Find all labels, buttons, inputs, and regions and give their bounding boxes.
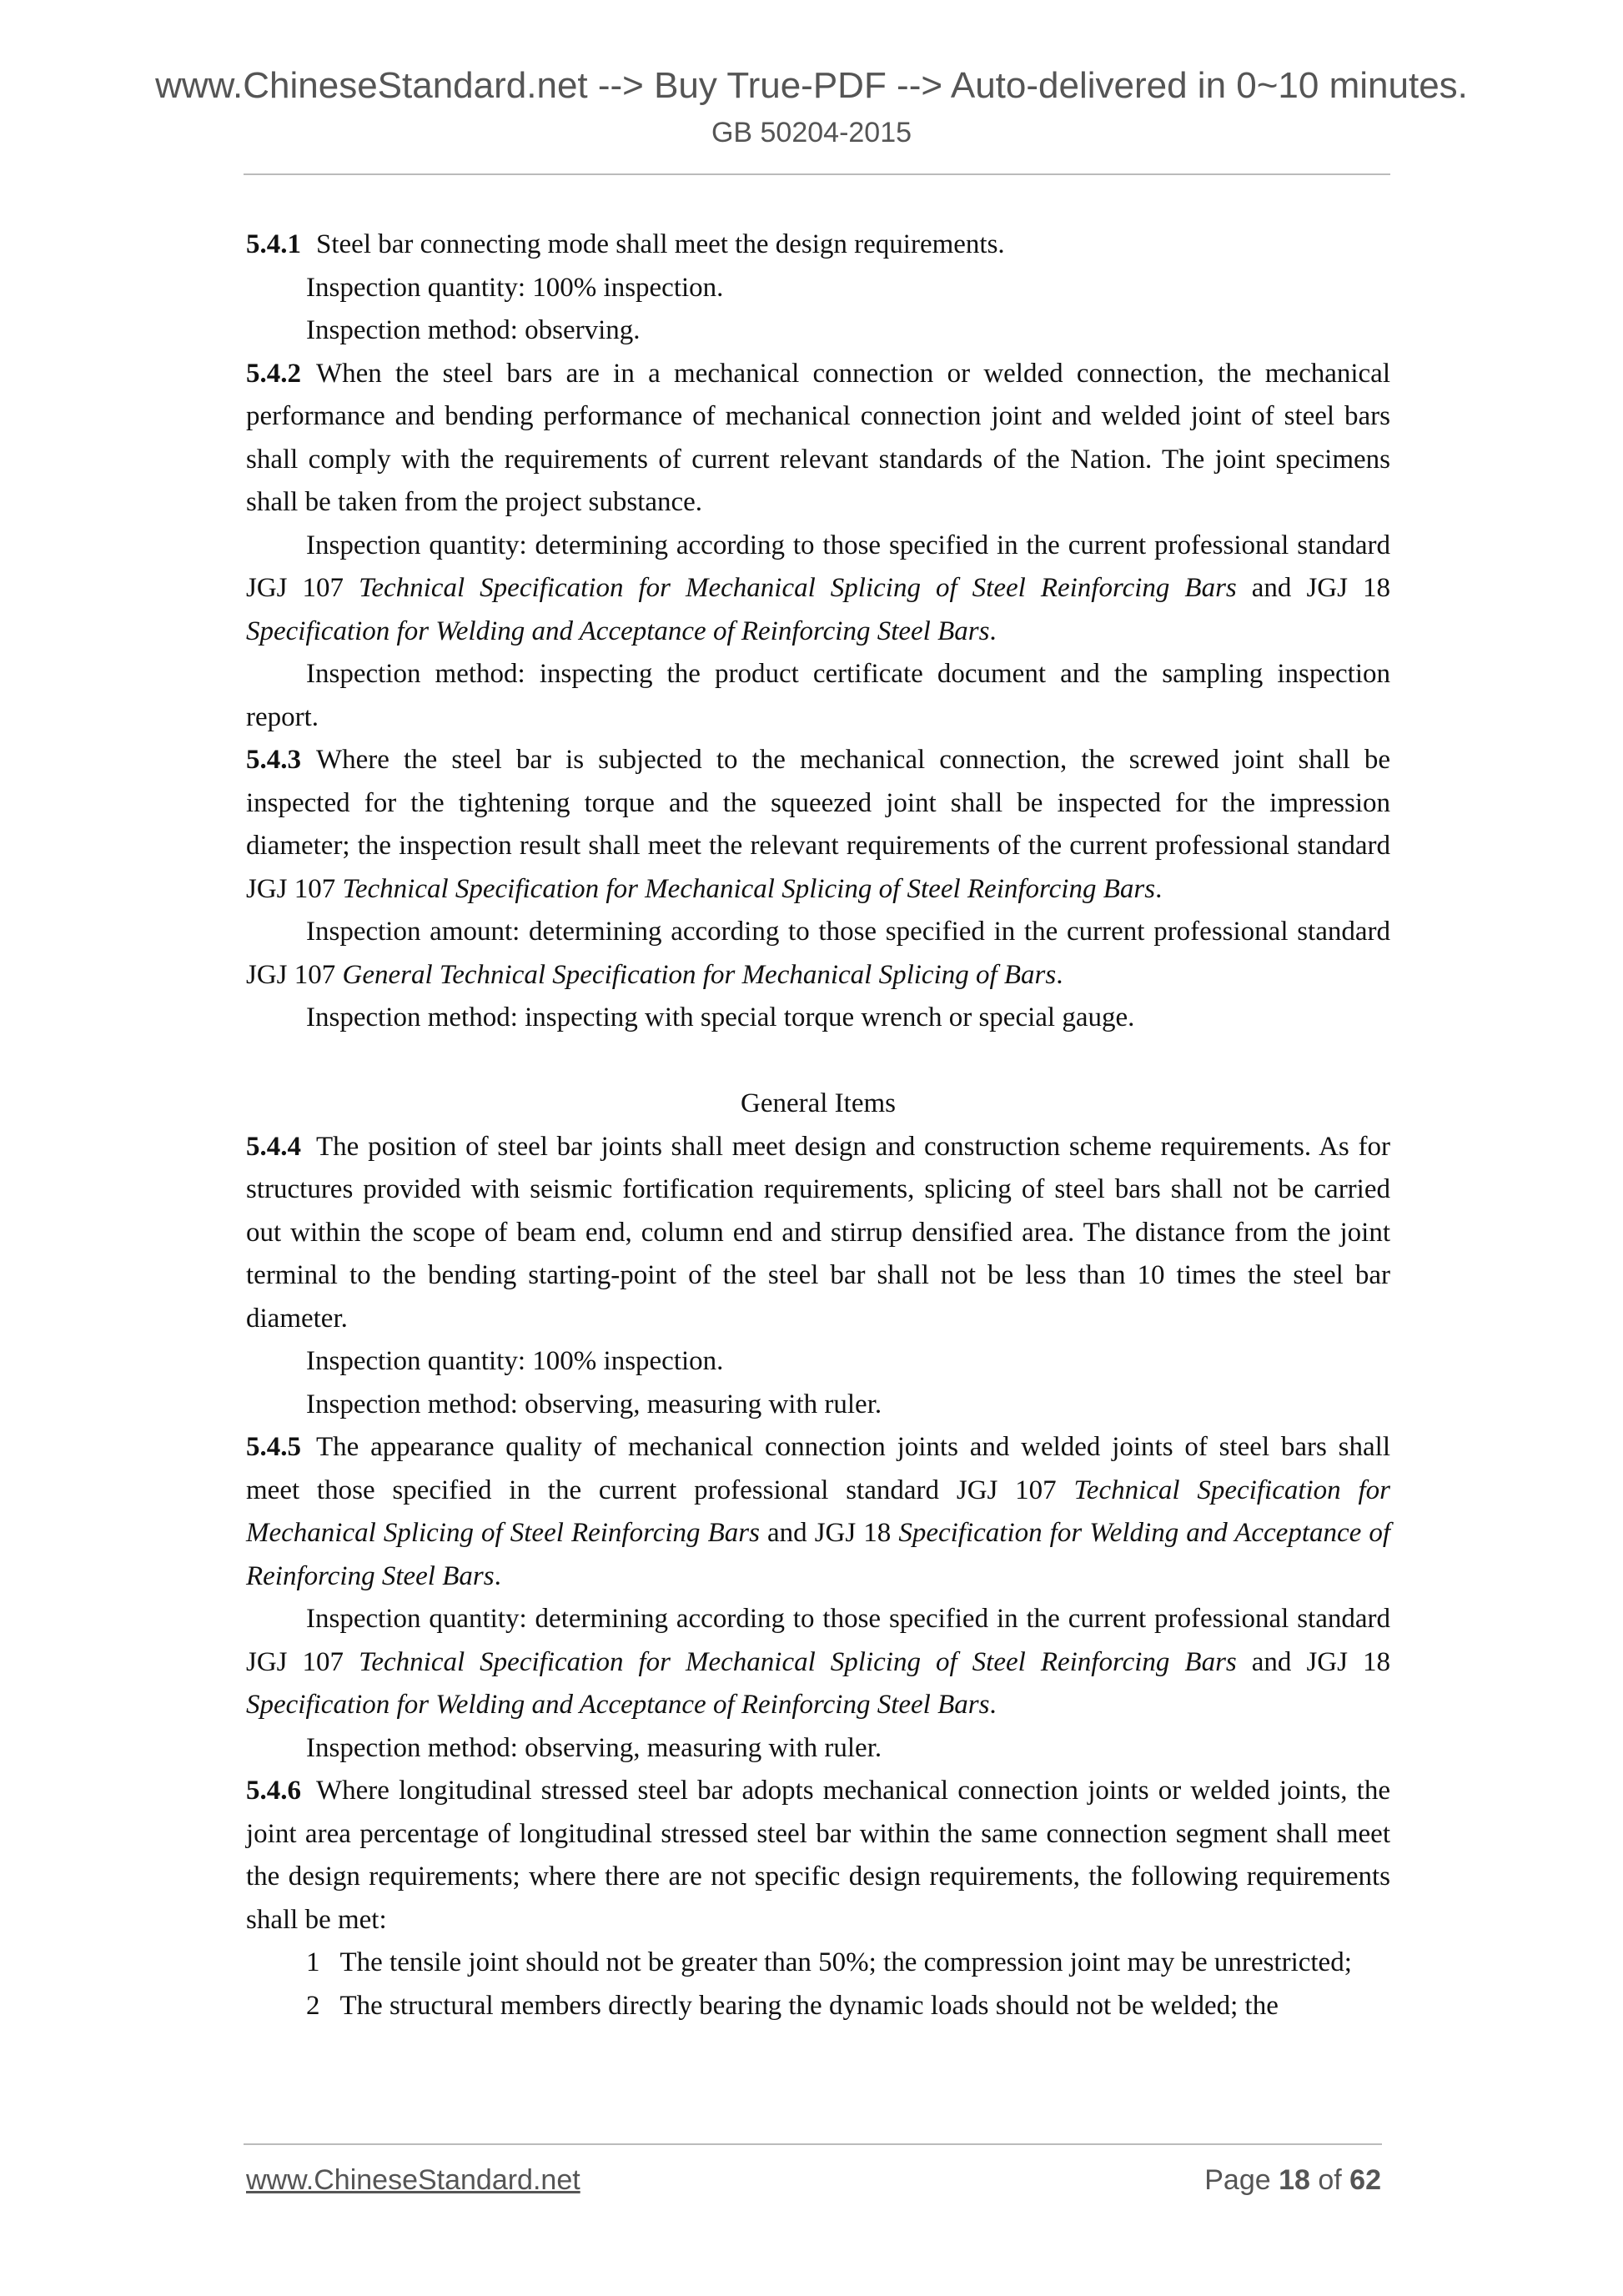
list-item-text: The tensile joint should not be greater than 50%; the compression joint may be unrestricted; bbox=[339, 1947, 1352, 1977]
clause-5-4-5 bbox=[246, 1426, 1390, 1598]
clause-text: Where longitudinal stressed steel bar adopts mechanical connection joints or welded joints, the joint area percentage of longitudinal stressed steel bar within the same connection segment shall meet the design requirements; where there are not specific design requirements, the following requirements shall be met: bbox=[246, 1776, 1390, 1935]
header-banner: www.ChineseStandard.net --> Buy True-PDF --> Auto-delivered in 0~10 minutes. bbox=[155, 65, 1468, 106]
page-of-label: of bbox=[1309, 2164, 1350, 2196]
footer-divider bbox=[244, 2143, 1382, 2145]
clause-5-4-6 bbox=[246, 1770, 1390, 1942]
standard-title: Technical Specification for Mechanical Splicing of Steel Reinforcing Bars bbox=[246, 1475, 1390, 1548]
clause-text: Steel bar connecting mode shall meet the design requirements. bbox=[316, 229, 1005, 259]
standard-title: Technical Specification for Mechanical Splicing of Steel Reinforcing Bars bbox=[359, 573, 1237, 603]
clause-text: The appearance quality of mechanical connection joints and welded joints of steel bars shall meet those specified in the current professional standard JGJ 107 bbox=[246, 1432, 1390, 1505]
clause-number: 5.4.5 bbox=[246, 1432, 301, 1462]
clause-text: Where the steel bar is subjected to the mechanical connection, the screwed joint shall be inspected for the tightening torque and the squeezed joint shall be inspected for the impression diameter; the inspection result shall meet the relevant requirements of the current professional standard JGJ 107 bbox=[246, 745, 1390, 904]
standard-number: GB 50204-2015 bbox=[711, 117, 912, 148]
total-pages: 62 bbox=[1349, 2164, 1381, 2196]
standard-title: Technical Specification for Mechanical Splicing of Steel Reinforcing Bars bbox=[359, 1646, 1237, 1677]
page-indicator bbox=[1204, 2164, 1381, 2197]
standard-title: Specification for Welding and Acceptance of Reinforcing Steel Bars bbox=[246, 615, 990, 646]
header-divider bbox=[244, 173, 1390, 175]
spacer bbox=[246, 1040, 1390, 1083]
inspection-quantity bbox=[246, 1598, 1390, 1727]
page-label: Page bbox=[1204, 2164, 1279, 2196]
clause-5-4-3 bbox=[246, 739, 1390, 911]
current-page: 18 bbox=[1279, 2164, 1310, 2196]
inspection-method: Inspection method: inspecting with special torque wrench or special gauge. bbox=[306, 1002, 1135, 1032]
clause-5-4-2 bbox=[246, 353, 1390, 525]
text-run: and JGJ 18 bbox=[1236, 1646, 1390, 1677]
clause-number: 5.4.1 bbox=[246, 229, 301, 259]
list-item bbox=[246, 1985, 1390, 2028]
clause-number: 5.4.4 bbox=[246, 1131, 301, 1162]
text-run: . bbox=[989, 615, 997, 646]
text-run: Inspection amount: determining according to those specified in the current professional standard JGJ 107 bbox=[246, 917, 1390, 990]
text-run: . bbox=[494, 1560, 501, 1591]
footer-site-link[interactable]: www.ChineseStandard.net bbox=[246, 2164, 580, 2196]
text-run: Inspection quantity: determining according to those specified in the current professional standard JGJ 107 bbox=[246, 1604, 1390, 1677]
standard-title: Specification for Welding and Acceptance of Reinforcing Steel Bars bbox=[246, 1690, 990, 1720]
inspection-quantity: Inspection quantity: 100% inspection. bbox=[306, 1346, 724, 1376]
inspection-method: Inspection method: observing, measuring with ruler. bbox=[306, 1732, 882, 1763]
clause-number: 5.4.2 bbox=[246, 358, 301, 389]
list-item-number: 1 bbox=[306, 1947, 320, 1977]
inspection-method: Inspection method: observing, measuring with ruler. bbox=[306, 1389, 882, 1419]
standard-title: Specification for Welding and Acceptance of Reinforcing Steel Bars bbox=[246, 1518, 1391, 1591]
clause-5-4-4 bbox=[246, 1126, 1390, 1341]
inspection-method: Inspection method: inspecting the product certificate document and the sampling inspection report. bbox=[246, 659, 1390, 732]
text-run: . bbox=[1056, 959, 1063, 990]
list-item-number: 2 bbox=[306, 1990, 320, 2021]
document-body bbox=[246, 224, 1390, 2027]
clause-number: 5.4.6 bbox=[246, 1776, 301, 1806]
clause-text: The position of steel bar joints shall meet design and construction scheme requirements. As for structures provided with seismic fortification requirements, splicing of steel bars shall not be carried out within the scope of beam end, column end and stirrup densified area. The distance from the joint terminal to the bending starting-point of the steel bar shall not be less than 10 times the steel bar diameter. bbox=[246, 1131, 1390, 1334]
standard-title: Technical Specification for Mechanical Splicing of Steel Reinforcing Bars bbox=[342, 873, 1156, 904]
section-heading: General Items bbox=[741, 1088, 896, 1118]
text-run: Inspection quantity: determining according to those specified in the current professional standard JGJ 107 bbox=[246, 530, 1390, 603]
inspection-quantity: Inspection quantity: 100% inspection. bbox=[306, 272, 724, 303]
text-run: . bbox=[1155, 873, 1163, 904]
text-run: . bbox=[989, 1690, 997, 1720]
list-item-text: The structural members directly bearing the dynamic loads should not be welded; the bbox=[339, 1990, 1279, 2021]
inspection-method: Inspection method: observing. bbox=[306, 315, 641, 345]
list-item bbox=[246, 1942, 1390, 1985]
text-run: and JGJ 18 bbox=[1236, 573, 1390, 603]
standard-title: General Technical Specification for Mechanical Splicing of Bars bbox=[342, 959, 1057, 990]
text-run: and JGJ 18 bbox=[759, 1518, 899, 1548]
inspection-quantity bbox=[246, 525, 1390, 654]
clause-5-4-1 bbox=[246, 224, 1390, 267]
inspection-amount bbox=[246, 911, 1390, 997]
clause-number: 5.4.3 bbox=[246, 745, 301, 775]
clause-text: When the steel bars are in a mechanical connection or welded connection, the mechanical performance and bending performance of mechanical connection joint and welded joint of steel bars shall comply with the requirements of current relevant standards of the Nation. The joint specimens shall be taken from the project substance. bbox=[246, 358, 1390, 517]
